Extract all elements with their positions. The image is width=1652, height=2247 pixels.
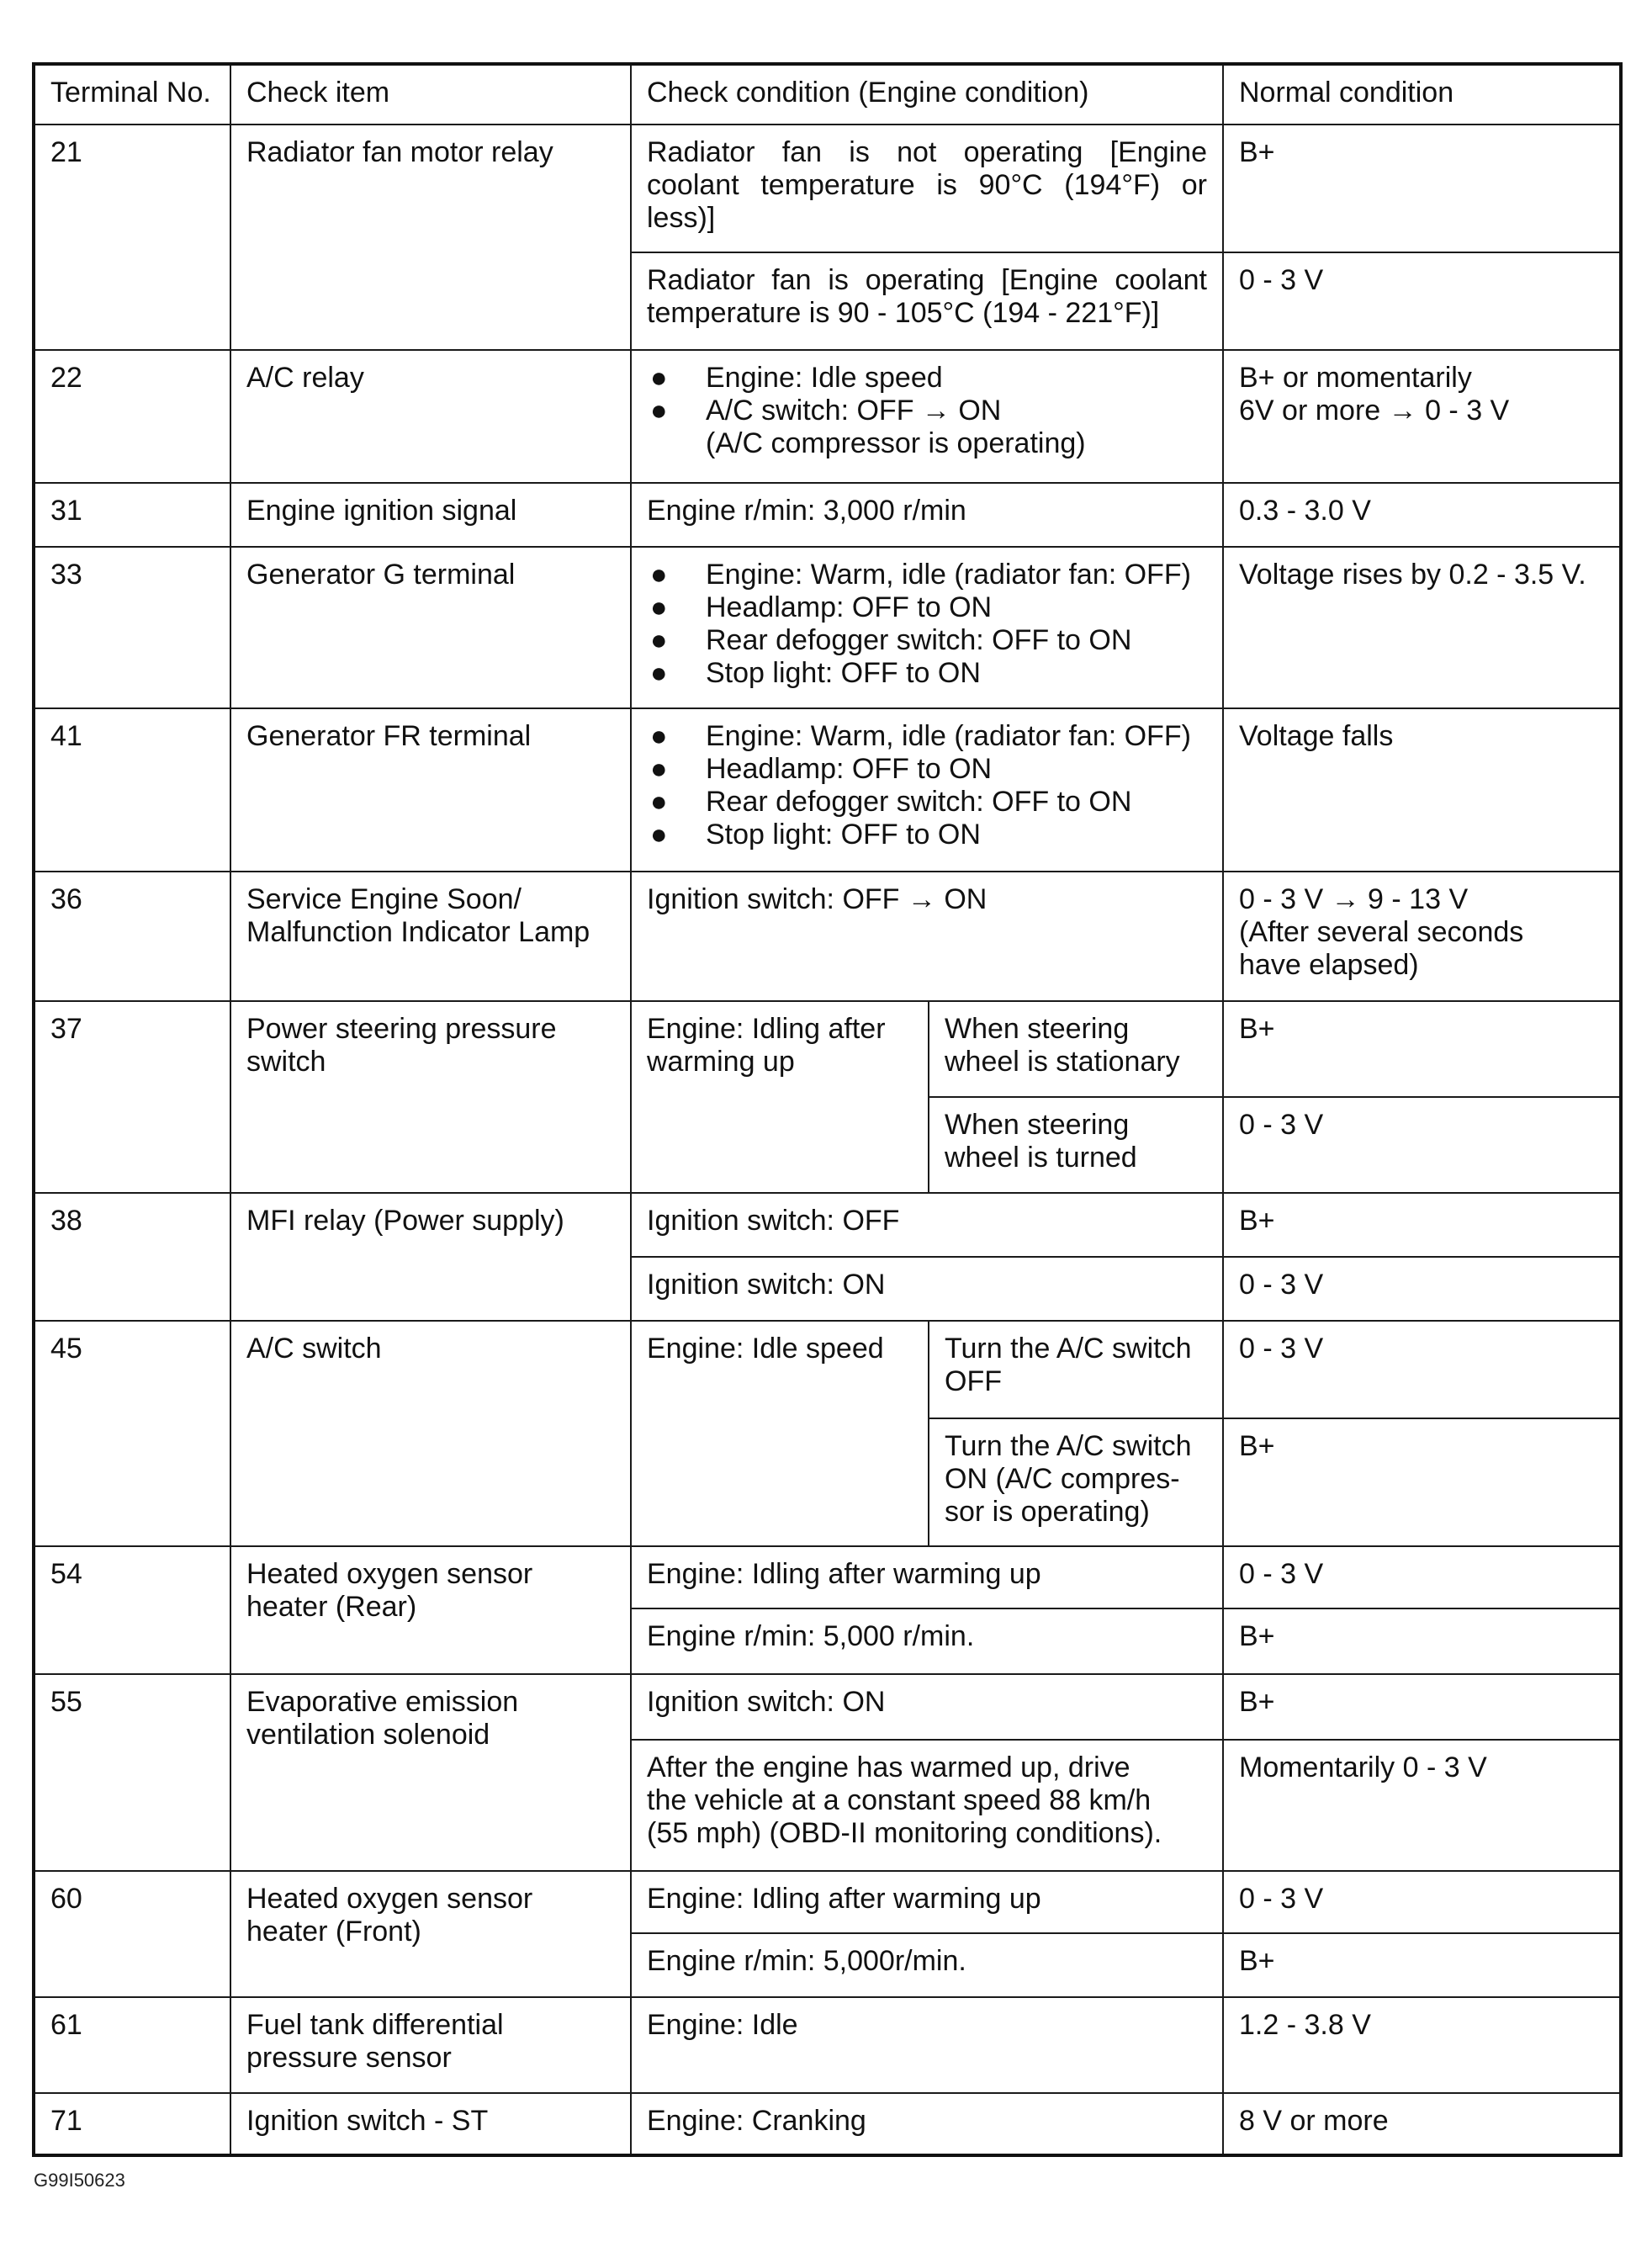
check-condition: Engine: Idling after warming up (631, 1871, 1223, 1933)
condition-line: Engine: Idling after (647, 1013, 886, 1045)
check-item-line: switch (246, 1046, 326, 1078)
check-condition (631, 1001, 929, 1193)
terminal-number: 55 (34, 1674, 230, 1871)
list-item: ● Headlamp: OFF to ON (650, 591, 993, 623)
normal-condition: Voltage falls (1223, 708, 1621, 872)
list-item: ● Rear defogger switch: OFF to ON (650, 786, 1132, 818)
check-item-line: Service Engine Soon/ (246, 883, 522, 915)
check-item: Ignition switch - ST (230, 2093, 631, 2155)
check-condition (631, 708, 1223, 872)
list-item: ● Engine: Idle speed (650, 362, 943, 394)
check-item-line: Heated oxygen sensor (246, 1883, 533, 1915)
check-item: MFI relay (Power supply) (230, 1193, 631, 1321)
terminal-number: 54 (34, 1546, 230, 1674)
normal-line: (After several seconds (1239, 916, 1524, 948)
normal-condition: 0 - 3 V (1223, 1321, 1621, 1418)
sub-condition (929, 1418, 1223, 1546)
bullet-list (647, 362, 1207, 427)
normal-condition: 0 - 3 V (1223, 1871, 1621, 1933)
normal-condition: B+ (1223, 1933, 1621, 1997)
bullet-icon: ● (650, 362, 668, 394)
normal-condition: 0 - 3 V (1223, 1097, 1621, 1193)
table-row (34, 125, 1621, 252)
terminal-number: 33 (34, 547, 230, 708)
header-normal-condition: Normal condition (1223, 64, 1621, 125)
check-item (230, 1674, 631, 1871)
normal-line: B+ or momentarily (1239, 362, 1472, 394)
normal-condition: 0 - 3 V (1223, 1257, 1621, 1321)
sub-condition-line: When steering (945, 1109, 1130, 1141)
condition-line: After the engine has warmed up, drive (647, 1751, 1130, 1783)
check-item-line: heater (Front) (246, 1916, 421, 1948)
terminal-number: 61 (34, 1997, 230, 2093)
sub-condition (929, 1321, 1223, 1418)
check-condition: Radiator fan is not operating [Engine coolant temperature is 90°C (194°F) or less)] (631, 125, 1223, 252)
sub-condition-line: wheel is turned (945, 1142, 1137, 1174)
sub-condition-line: sor is operating) (945, 1496, 1150, 1528)
table-row (34, 1001, 1621, 1097)
check-condition: Engine r/min: 5,000r/min. (631, 1933, 1223, 1997)
table-row (34, 1674, 1621, 1740)
check-condition: Ignition switch: ON (631, 1257, 1223, 1321)
terminal-number: 22 (34, 350, 230, 483)
check-item: Engine ignition signal (230, 483, 631, 547)
sub-condition (929, 1097, 1223, 1193)
header-check-condition: Check condition (Engine condition) (631, 64, 1223, 125)
bullet-icon: ● (650, 720, 668, 752)
list-item: ● Headlamp: OFF to ON (650, 753, 993, 785)
bullet-icon: ● (650, 786, 668, 818)
header-row (34, 64, 1621, 125)
table-row (34, 708, 1621, 872)
terminal-number: 45 (34, 1321, 230, 1546)
terminal-number: 71 (34, 2093, 230, 2155)
list-item: ● Stop light: OFF to ON (650, 657, 981, 689)
table-row (34, 547, 1621, 708)
normal-condition: 0 - 3 V (1223, 1546, 1621, 1608)
condition-line: warming up (647, 1046, 795, 1078)
normal-line: 6V or more → 0 - 3 V (1239, 395, 1510, 427)
list-item: ● A/C switch: OFF → ON (650, 395, 1002, 427)
header-check-item: Check item (230, 64, 631, 125)
bullet-icon: ● (650, 657, 668, 689)
check-item-line: Evaporative emission (246, 1686, 519, 1718)
check-item-line: Malfunction Indicator Lamp (246, 916, 590, 948)
bullet-icon: ● (650, 624, 668, 656)
check-condition (631, 350, 1223, 483)
check-condition: Engine: Idle speed (631, 1321, 929, 1546)
table-row (34, 1546, 1621, 1608)
table-row (34, 483, 1621, 547)
bullet-icon: ● (650, 395, 668, 427)
check-condition (631, 1740, 1223, 1871)
check-item-line: Fuel tank differential (246, 2009, 504, 2041)
check-item-line: Power steering pressure (246, 1013, 557, 1045)
terminal-number: 21 (34, 125, 230, 350)
check-item-line: Heated oxygen sensor (246, 1558, 533, 1590)
normal-condition: B+ (1223, 1418, 1621, 1546)
bullet-icon: ● (650, 753, 668, 785)
check-item (230, 1001, 631, 1193)
sub-condition-line: OFF (945, 1365, 1002, 1397)
check-item-line: heater (Rear) (246, 1591, 417, 1623)
table-row (34, 2093, 1621, 2155)
check-condition: Engine: Idle (631, 1997, 1223, 2093)
header-terminal: Terminal No. (34, 64, 230, 125)
sub-note: (A/C compressor is operating) (706, 427, 1086, 459)
sub-condition-line: Turn the A/C switch (945, 1333, 1192, 1365)
normal-condition: B+ (1223, 1001, 1621, 1097)
check-item: A/C relay (230, 350, 631, 483)
check-condition (631, 547, 1223, 708)
normal-line: have elapsed) (1239, 949, 1419, 981)
condition-line: the vehicle at a constant speed 88 km/h (647, 1784, 1152, 1816)
normal-condition: 0 - 3 V (1223, 252, 1621, 350)
normal-condition: B+ (1223, 1193, 1621, 1257)
check-item (230, 872, 631, 1001)
check-condition: Radiator fan is operating [Engine coolant temperature is 90 - 105°C (194 - 221°F)] (631, 252, 1223, 350)
normal-condition: B+ (1223, 1674, 1621, 1740)
terminal-check-table (32, 62, 1623, 2157)
normal-condition: B+ (1223, 1608, 1621, 1674)
terminal-number: 31 (34, 483, 230, 547)
check-condition: Engine: Cranking (631, 2093, 1223, 2155)
table-row (34, 1193, 1621, 1257)
check-item-line: ventilation solenoid (246, 1719, 490, 1751)
check-item (230, 1997, 631, 2093)
normal-condition: 1.2 - 3.8 V (1223, 1997, 1621, 2093)
normal-condition: 8 V or more (1223, 2093, 1621, 2155)
normal-condition (1223, 350, 1621, 483)
check-item (230, 1546, 631, 1674)
table-row (34, 1871, 1621, 1933)
check-item (230, 1871, 631, 1997)
table-row (34, 350, 1621, 483)
normal-condition: 0.3 - 3.0 V (1223, 483, 1621, 547)
check-item: A/C switch (230, 1321, 631, 1546)
normal-condition: Voltage rises by 0.2 - 3.5 V. (1223, 547, 1621, 708)
sub-condition-line: wheel is stationary (945, 1046, 1180, 1078)
check-condition: Engine: Idling after warming up (631, 1546, 1223, 1608)
normal-condition: B+ (1223, 125, 1621, 252)
bullet-icon: ● (650, 591, 668, 623)
list-item: ● Engine: Warm, idle (radiator fan: OFF) (650, 559, 1191, 591)
normal-condition (1223, 872, 1621, 1001)
bullet-list (647, 720, 1207, 851)
check-condition: Engine r/min: 5,000 r/min. (631, 1608, 1223, 1674)
check-condition: Ignition switch: OFF → ON (631, 872, 1223, 1001)
list-item: ● Engine: Warm, idle (radiator fan: OFF) (650, 720, 1191, 752)
sub-condition-line: When steering (945, 1013, 1130, 1045)
bullet-icon: ● (650, 819, 668, 851)
table-row (34, 1321, 1621, 1418)
figure-code: G99I50623 (34, 2170, 125, 2191)
check-item-line: pressure sensor (246, 2042, 452, 2074)
condition-line: (55 mph) (OBD-II monitoring conditions). (647, 1817, 1162, 1849)
check-item: Generator G terminal (230, 547, 631, 708)
bullet-list (647, 559, 1207, 690)
sub-condition (929, 1001, 1223, 1097)
normal-condition: Momentarily 0 - 3 V (1223, 1740, 1621, 1871)
check-item: Radiator fan motor relay (230, 125, 631, 350)
check-condition: Engine r/min: 3,000 r/min (631, 483, 1223, 547)
table-row (34, 1997, 1621, 2093)
terminal-number: 41 (34, 708, 230, 872)
list-item: ● Stop light: OFF to ON (650, 819, 981, 851)
check-item: Generator FR terminal (230, 708, 631, 872)
terminal-number: 60 (34, 1871, 230, 1997)
sub-condition-line: Turn the A/C switch (945, 1430, 1192, 1462)
terminal-number: 38 (34, 1193, 230, 1321)
sub-condition-line: ON (A/C compres- (945, 1463, 1180, 1495)
terminal-number: 36 (34, 872, 230, 1001)
list-item: ● Rear defogger switch: OFF to ON (650, 624, 1132, 656)
terminal-number: 37 (34, 1001, 230, 1193)
table-row (34, 872, 1621, 1001)
normal-line: 0 - 3 V → 9 - 13 V (1239, 883, 1469, 915)
check-condition: Ignition switch: OFF (631, 1193, 1223, 1257)
bullet-icon: ● (650, 559, 668, 591)
check-condition: Ignition switch: ON (631, 1674, 1223, 1740)
